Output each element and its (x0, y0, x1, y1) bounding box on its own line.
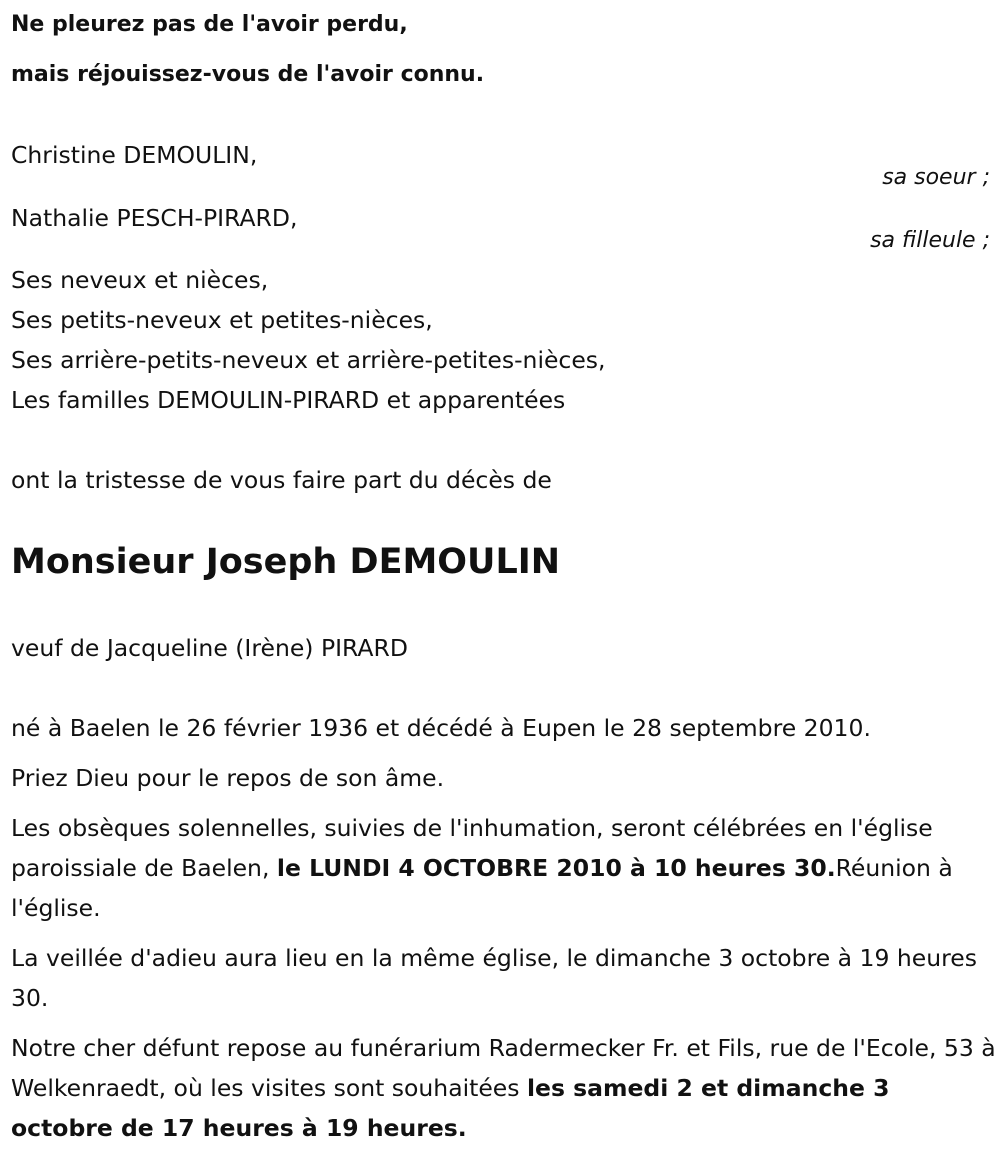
relative-line: Ses neveux et nièces, (11, 266, 269, 294)
visitation-paragraph (11, 1028, 996, 1148)
widower-of: veuf de Jacqueline (Irène) PIRARD (11, 634, 408, 662)
funeral-date: le LUNDI 4 OCTOBRE 2010 à 10 heures 30. (276, 854, 836, 882)
announcement: ont la tristesse de vous faire part du décès de (11, 466, 552, 494)
epigraph-line-1: Ne pleurez pas de l'avoir perdu, (11, 12, 408, 37)
epigraph-line-2: mais réjouissez-vous de l'avoir connu. (11, 62, 485, 87)
birth-death: né à Baelen le 26 février 1936 et décédé à Eupen le 28 septembre 2010. (11, 714, 871, 742)
deceased-name: Monsieur Joseph DEMOULIN (11, 542, 561, 582)
vigil-paragraph: La veillée d'adieu aura lieu en la même église, le dimanche 3 octobre à 19 heures 30. (11, 944, 977, 1012)
funeral-after: Réunion à l'église. (11, 854, 953, 922)
mourner-name: Christine DEMOULIN, (11, 141, 258, 169)
mourner-name: Nathalie PESCH-PIRARD, (11, 204, 298, 232)
visitation-text: Notre cher défunt repose au funérarium Radermecker Fr. et Fils, rue de l'Ecole, 53 à Welkenraedt, où les visites sont souhaitées (11, 1034, 996, 1102)
funeral-paragraph (11, 808, 996, 928)
mourner-relation: sa filleule ; (870, 228, 990, 253)
relative-line: Ses arrière-petits-neveux et arrière-petites-nièces, (11, 346, 606, 374)
relative-line: Ses petits-neveux et petites-nièces, (11, 306, 433, 334)
visitation-dates: les samedi 2 et dimanche 3 octobre de 17 heures à 19 heures. (11, 1074, 890, 1142)
prayer: Priez Dieu pour le repos de son âme. (11, 764, 445, 792)
mourner-relation: sa soeur ; (882, 165, 990, 190)
funeral-text: Les obsèques solennelles, suivies de l'inhumation, seront célébrées en l'église paroissiale de Baelen, (11, 814, 933, 882)
relative-line: Les familles DEMOULIN-PIRARD et apparentées (11, 386, 566, 414)
